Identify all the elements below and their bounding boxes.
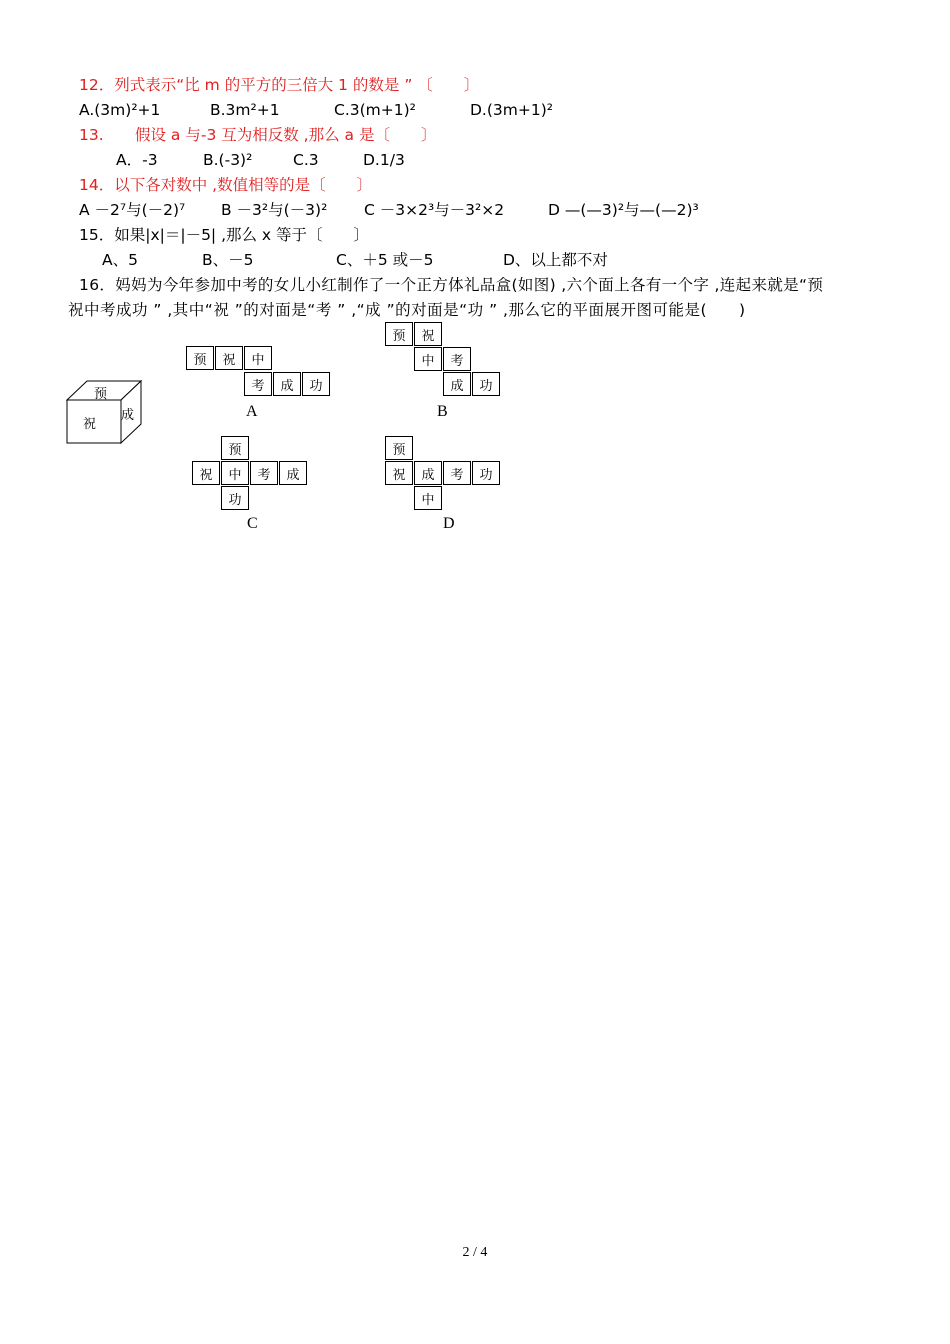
q15-option-b: B、－5 [202,251,254,269]
q13-stem: 假设 a 与-3 互为相反数 ,那么 a 是〔 〕 [135,126,437,144]
net-b-cell: 功 [472,372,500,396]
net-a-label: A [246,403,258,420]
q13-number: 13. [79,126,104,144]
q15-options [102,250,702,270]
q15-option-a: A、5 [102,251,138,269]
net-a-cell: 功 [302,372,330,396]
net-c-cell: 祝 [192,461,220,485]
net-a-cell: 祝 [215,346,243,370]
q15-option-d: D、以上都不对 [503,251,608,269]
net-d-cell: 成 [414,461,442,485]
q15-option-c: C、＋5 或－5 [336,251,434,269]
q16-line1: 16．妈妈为今年参加中考的女儿小红制作了一个正方体礼品盒(如图) ,六个面上各有一个字 ,连起来就是“预 [79,276,824,294]
q14-options [79,200,779,220]
q12-stem: 12．列式表示“比 m 的平方的三倍大 1 的数是 ” 〔 〕 [79,76,480,94]
net-a-cell: 预 [186,346,214,370]
q14-option-d: D —(—3)²与—(—2)³ [548,201,699,219]
net-a-cell: 中 [244,346,272,370]
q13-stem-line [79,125,679,145]
q12-option-d: D.(3m+1)² [470,101,553,119]
q12-option-c: C.3(m+1)² [334,101,416,119]
net-d-cell: 祝 [385,461,413,485]
cube-top-face: 预 [94,387,108,402]
net-c-cell: 成 [279,461,307,485]
cube-figure [66,380,146,446]
page-number: 2 / 4 [462,1245,488,1260]
q13-option-d: D.1/3 [363,151,405,169]
net-c-cell: 考 [250,461,278,485]
net-d-cell: 考 [443,461,471,485]
net-b-cell: 中 [414,347,442,371]
net-b-label: B [437,403,448,420]
net-b-cell: 考 [443,347,471,371]
net-c-cell: 功 [221,486,249,510]
net-b-cell: 成 [443,372,471,396]
net-d-cell: 功 [472,461,500,485]
net-a-cell: 成 [273,372,301,396]
net-b-cell: 祝 [414,322,442,346]
net-d-cell: 中 [414,486,442,510]
net-d-label: D [443,515,455,532]
q14-option-a: A －2⁷与(－2)⁷ [79,201,186,219]
net-c-cell: 中 [221,461,249,485]
q13-option-c: C.3 [293,151,319,169]
q14-stem: 14．以下各对数中 ,数值相等的是〔 〕 [79,176,373,194]
net-d-cell: 预 [385,436,413,460]
q14-option-b: B －3²与(－3)² [221,201,328,219]
q12-options [79,100,679,120]
q16-line2: 祝中考成功 ” ,其中“祝 ”的对面是“考 ” ,“成 ”的对面是“功 ” ,那么它的平面展开图可能是( ) [68,301,746,319]
q12-option-b: B.3m²+1 [210,101,280,119]
q15-stem: 15．如果|x|＝|－5| ,那么 x 等于〔 〕 [79,226,370,244]
q12-option-a: A.(3m)²+1 [79,101,161,119]
net-b-cell: 预 [385,322,413,346]
cube-right-face: 成 [121,408,135,423]
net-c-cell: 预 [221,436,249,460]
q13-option-b: B.(-3)² [203,151,253,169]
q13-option-a: A．-3 [116,151,158,169]
q13-options [116,150,716,170]
cube-front-face: 祝 [83,417,97,432]
net-c-label: C [247,515,258,532]
q14-option-c: C －3×2³与－3²×2 [364,201,505,219]
net-a-cell: 考 [244,372,272,396]
